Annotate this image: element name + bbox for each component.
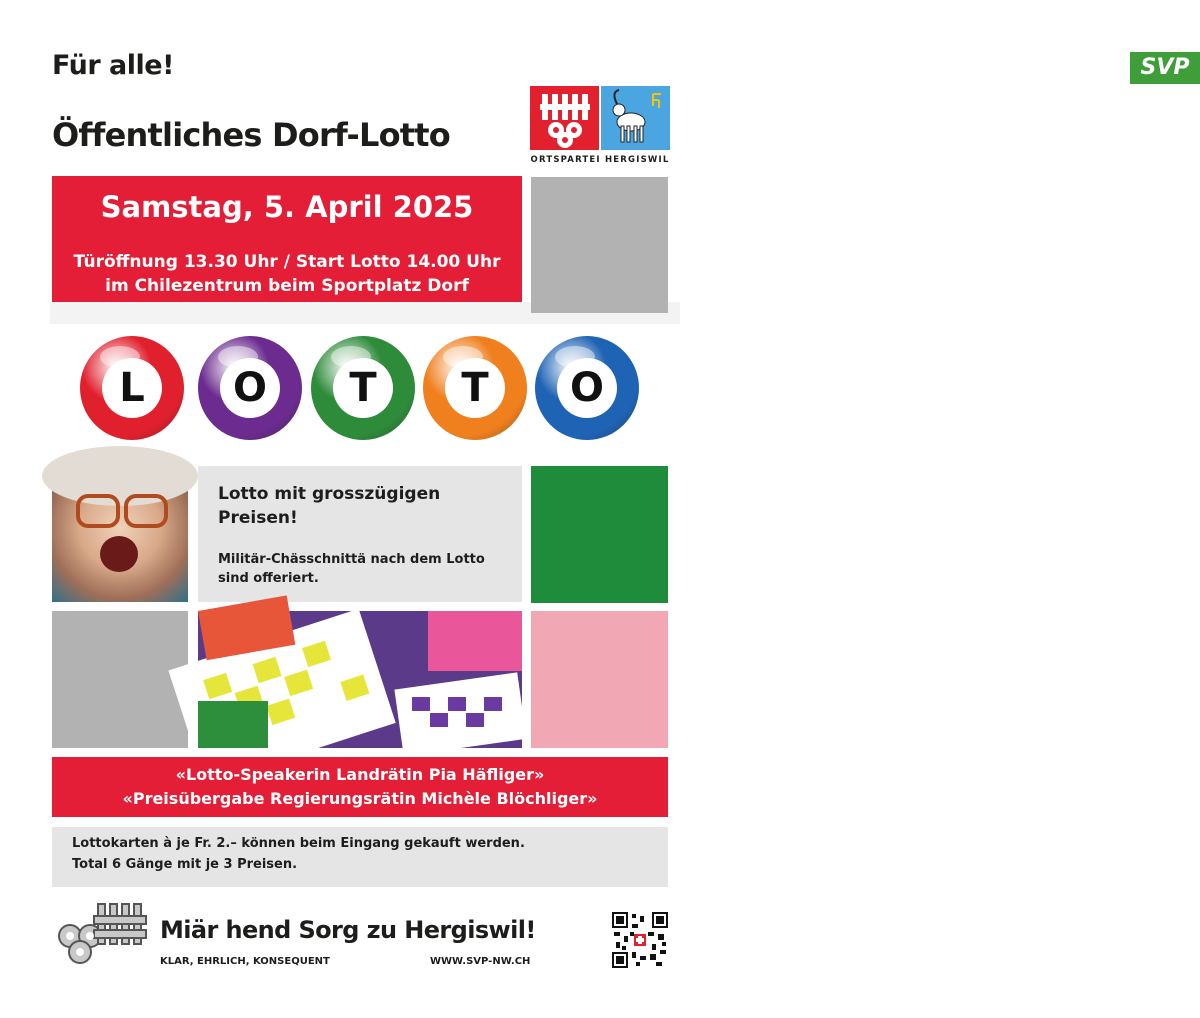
decorative-gray-square-2: [52, 611, 188, 748]
lotto-ball: [423, 336, 527, 440]
speaker-line-2: «Preisübergabe Regierungsrätin Michèle Blöchliger»: [122, 789, 598, 808]
ball-gloss: [100, 346, 140, 368]
speaker-line-1: «Lotto-Speakerin Landrätin Pia Häfliger»: [175, 765, 545, 784]
svp-badge: SVP: [1130, 52, 1200, 84]
event-date: Samstag, 5. April 2025: [100, 190, 474, 224]
ibex-crest-icon: [601, 86, 670, 150]
ball-gloss: [331, 346, 371, 368]
promo-title: Lotto mit grosszügigen Preisen!: [218, 484, 441, 528]
event-time: Türöffnung 13.30 Uhr / Start Lotto 14.00 Uhr: [73, 252, 501, 272]
headline: Öffentliches Dorf-Lotto: [52, 116, 450, 154]
party-logo: [530, 52, 1190, 170]
logo-subtitle: ORTSPARTEI HERGISWIL: [530, 155, 670, 165]
kicker: Für alle!: [52, 50, 174, 81]
lotto-ball: [535, 336, 639, 440]
slogan: Miär hend Sorg zu Hergiswil!: [160, 916, 536, 944]
decorative-gray-square: [531, 177, 668, 313]
ball-letter: T: [445, 358, 505, 418]
ticket-info-box: [52, 827, 668, 887]
ticket-info-line-1: Lottokarten à je Fr. 2.– können beim Eingang gekauft werden.: [72, 836, 525, 851]
event-date-block: [52, 176, 522, 312]
surprised-woman-photo: [52, 466, 188, 602]
ball-letter: T: [333, 358, 393, 418]
ticket-info-line-2: Total 6 Gänge mit je 3 Preisen.: [72, 857, 298, 872]
claim: KLAR, EHRLICH, KONSEQUENT: [160, 956, 330, 967]
ball-gloss: [555, 346, 595, 368]
lotto-ball: [80, 336, 184, 440]
promo-box: [198, 466, 522, 602]
hair: [42, 446, 198, 506]
lotto-ball: [198, 336, 302, 440]
nidwalden-key-crest-icon: [530, 86, 599, 150]
ball-letter: L: [102, 358, 162, 418]
open-mouth: [100, 536, 138, 572]
website-url[interactable]: WWW.SVP-NW.CH: [430, 956, 531, 967]
decorative-green-square: [531, 466, 668, 603]
glasses-left: [76, 494, 120, 528]
ball-gloss: [443, 346, 483, 368]
ball-letter: O: [557, 358, 617, 418]
lotto-ball: [311, 336, 415, 440]
decorative-pink-square: [531, 611, 668, 748]
glasses-right: [124, 494, 168, 528]
qr-code-icon[interactable]: [612, 912, 668, 968]
lotto-cards-photo: [198, 611, 522, 748]
speaker-banner: [52, 757, 668, 817]
ball-gloss: [218, 346, 258, 368]
promo-text: Militär-Chässchnittä nach dem Lotto sind offeriert.: [218, 552, 485, 586]
ball-letter: O: [220, 358, 280, 418]
event-place: im Chilezentrum beim Sportplatz Dorf: [105, 276, 469, 296]
key-crest-logo-icon: [52, 898, 150, 968]
